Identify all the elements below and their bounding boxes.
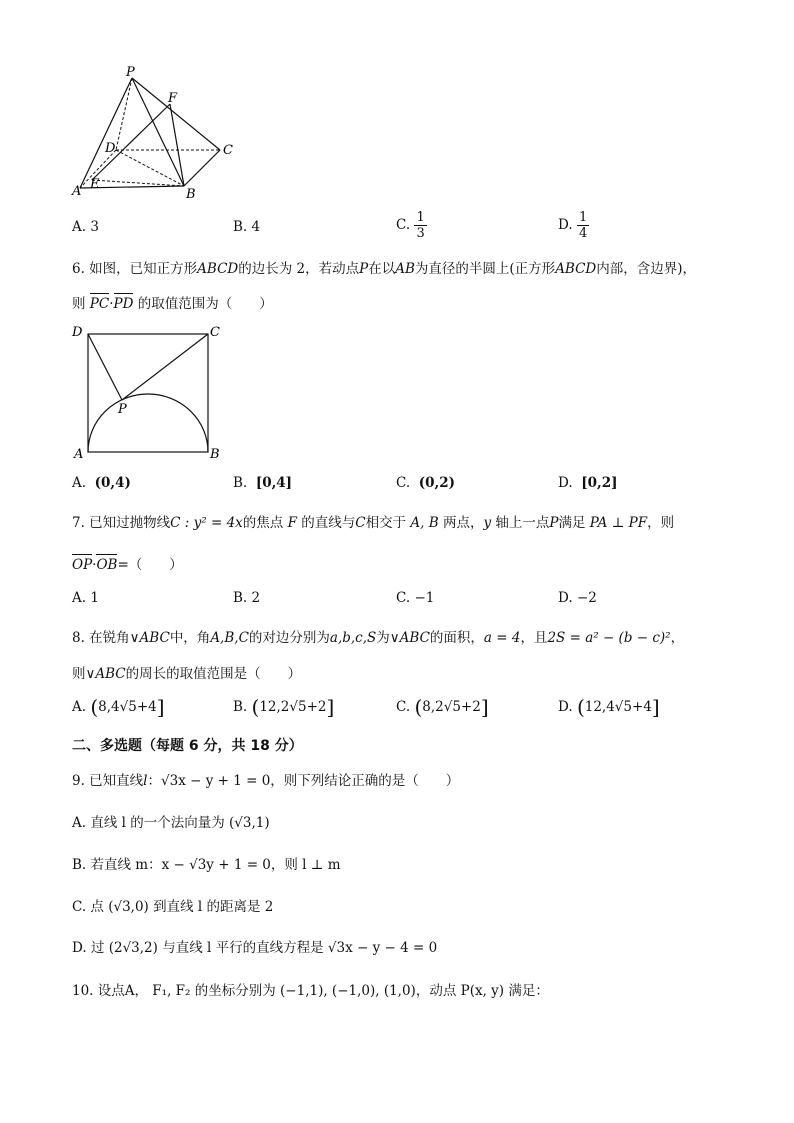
q5-option-d: D. $\frac{1}{4}$ [558,210,588,241]
label-F: F [168,91,178,106]
label-A: A [72,184,82,199]
label-B: B [210,447,220,462]
q6-stem-line2: 则 PC·PD 的取值范围为（ ） [72,296,273,312]
q7-option-d: D. −2 [558,590,597,606]
label-P: P [126,65,135,80]
q5-option-c: C. $\frac{1}{3}$ [396,210,425,241]
q7-stem-line1: 7. 已知过抛物线C : y² = 4x的焦点 F 的直线与C相交于 A, B 两点，y 轴上一点P满足 PA ⊥ PF，则 [72,515,675,531]
q8-option-a: A. (8,4√5+4] [72,695,165,719]
q9-option-b: B. 若直线 m：x − √3y + 1 = 0，则 l ⊥ m [72,857,341,873]
q6-option-d: D. [0,2] [558,475,618,491]
q8-option-c: C. (8,2√5+2] [396,695,489,719]
q9-option-c: C. 点 (√3,0) 到直线 l 的距离是 2 [72,899,274,915]
label-D: D [105,141,116,156]
label-D: D [72,325,83,340]
q6-option-c: C. (0,2) [396,475,455,491]
q6-option-b: B. [0,4] [233,475,293,491]
q9-option-a: A. 直线 l 的一个法向量为 (√3,1) [72,815,270,831]
pyramid-figure [70,64,240,204]
label-P: P [118,402,127,417]
q7-option-c: C. −1 [396,590,435,606]
q7-option-a: A. 1 [72,590,99,606]
label-C: C [223,143,233,158]
q8-stem-line1: 8. 在锐角∨ABC中，角A,B,C的对边分别为a,b,c,S为∨ABC的面积，a = 4，且2S = a² − (b − c)²， [72,630,685,646]
q8-option-d: D. (12,4√5+4] [558,695,660,719]
q10-stem: 10. 设点A， F₁, F₂ 的坐标分别为 (−1,1), (−1,0), (1,0)，动点 P(x, y) 满足： [72,983,549,999]
q9-option-d: D. 过 (2√3,2) 与直线 l 平行的直线方程是 √3x − y − 4 = 0 [72,940,438,956]
label-B: B [186,187,196,202]
label-E: E [90,177,100,192]
q7-stem-line2: OP·OB=（ ） [72,557,183,573]
label-C: C [210,325,220,340]
label-A: A [74,447,84,462]
q6-option-a: A. (0,4) [72,475,131,491]
q7-option-b: B. 2 [233,590,261,606]
q8-option-b: B. (12,2√5+2] [233,695,335,719]
section-heading-multiple-choice: 二、多选题（每题 6 分，共 18 分） [72,738,303,754]
q6-stem-line1: 6. 如图，已知正方形ABCD的边长为 2，若动点P在以AB为直径的半圆上(正方形ABCD内部，含边界)， [72,261,697,277]
q9-stem: 9. 已知直线l：√3x − y + 1 = 0，则下列结论正确的是（ ） [72,773,460,789]
square-semicircle-figure [70,322,230,464]
q8-stem-line2: 则∨ABC的周长的取值范围是（ ） [72,666,302,682]
q5-option-b: B. 4 [233,219,261,235]
q5-option-a: A. 3 [72,219,99,235]
